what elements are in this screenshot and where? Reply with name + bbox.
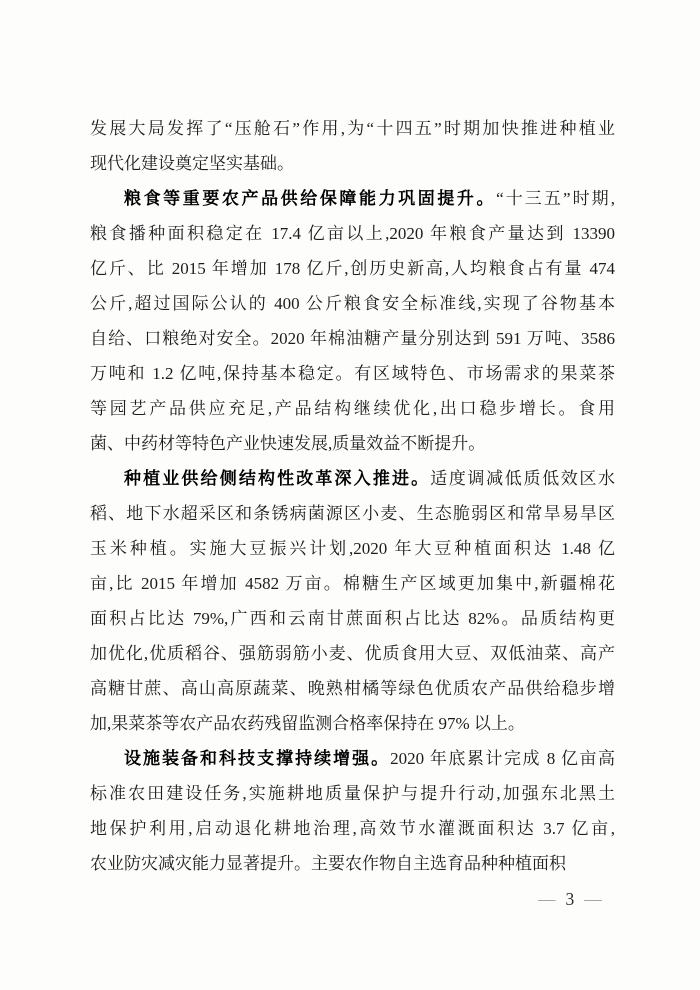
line-text: 万吨和 1.2 亿吨,保持基本稳定。有区域特色、市场需求的果菜茶 (90, 364, 615, 383)
text-line (90, 811, 615, 846)
paragraph (90, 181, 615, 461)
line-text: 等园艺产品供应充足,产品结构继续优化,出口稳步增长。食用 (90, 399, 615, 418)
text-line (90, 706, 615, 741)
text-line (90, 496, 615, 531)
line-text: 发展大局发挥了“压舱石”作用,为“十四五”时期加快推进种植业 (90, 119, 615, 138)
text-line (90, 461, 615, 496)
text-line (90, 531, 615, 566)
text-line (90, 146, 615, 181)
line-text: 现代化建设奠定坚实基础。 (90, 154, 294, 173)
line-text: 高糖甘蔗、高山高原蔬菜、晚熟柑橘等绿色优质农产品供给稳步增 (90, 679, 615, 698)
text-line (90, 111, 615, 146)
line-text: 标准农田建设任务,实施耕地质量保护与提升行动,加强东北黑土 (90, 784, 615, 803)
paragraph (90, 741, 615, 881)
line-text: 亿斤、比 2015 年增加 178 亿斤,创历史新高,人均粮食占有量 474 (90, 259, 615, 278)
line-text: “十三五”时期, (496, 189, 615, 208)
text-line (90, 566, 615, 601)
text-line (90, 286, 615, 321)
line-text: 2020 年底累计完成 8 亿亩高 (390, 749, 616, 768)
footer-dash-right: — (584, 889, 602, 909)
text-line (90, 391, 615, 426)
line-text: 公斤,超过国际公认的 400 公斤粮食安全标准线,实现了谷物基本 (90, 294, 615, 313)
line-text: 玉米种植。实施大豆振兴计划,2020 年大豆种植面积达 1.48 亿 (90, 539, 615, 558)
line-text: 亩,比 2015 年增加 4582 万亩。棉糖生产区域更加集中,新疆棉花 (90, 574, 615, 593)
line-text: 适度调减低质低效区水 (430, 469, 616, 488)
page-number: 3 (565, 889, 575, 909)
paragraph-lead: 种植业供给侧结构性改革深入推进。 (124, 469, 431, 488)
text-line (90, 356, 615, 391)
text-line (90, 181, 615, 216)
line-text: 稻、地下水超采区和条锈病菌源区小麦、生态脆弱区和常旱易旱区 (90, 504, 615, 523)
line-text: 菌、中药材等特色产业快速发展,质量效益不断提升。 (90, 434, 486, 453)
text-line (90, 321, 615, 356)
text-line (90, 216, 615, 251)
line-text: 自给、口粮绝对安全。2020 年棉油糖产量分别达到 591 万吨、3586 (90, 329, 615, 348)
text-line (90, 741, 615, 776)
text-line (90, 601, 615, 636)
footer-dash-left: — (538, 889, 556, 909)
paragraph (90, 461, 615, 741)
line-text: 面积占比达 79%,广西和云南甘蔗面积占比达 82%。品质结构更 (90, 609, 615, 628)
paragraph (90, 111, 615, 181)
line-text: 农业防灾减灾能力显著提升。主要农作物自主选育品种种植面积 (90, 854, 566, 873)
line-text: 地保护利用,启动退化耕地治理,高效节水灌溉面积达 3.7 亿亩, (90, 819, 615, 838)
line-text: 加优化,优质稻谷、强筋弱筋小麦、优质食用大豆、双低油菜、高产 (90, 644, 615, 663)
page-footer (538, 886, 602, 912)
text-line (90, 636, 615, 671)
text-line (90, 426, 615, 461)
text-line (90, 251, 615, 286)
text-line (90, 671, 615, 706)
text-line (90, 776, 615, 811)
text-line (90, 846, 615, 881)
line-text: 粮食播种面积稳定在 17.4 亿亩以上,2020 年粮食产量达到 13390 (90, 224, 615, 243)
document-body (90, 111, 615, 881)
paragraph-lead: 粮食等重要农产品供给保障能力巩固提升。 (124, 189, 497, 208)
paragraph-lead: 设施装备和科技支撑持续增强。 (124, 749, 391, 768)
line-text: 加,果菜茶等农产品农药残留监测合格率保持在 97% 以上。 (90, 714, 525, 733)
